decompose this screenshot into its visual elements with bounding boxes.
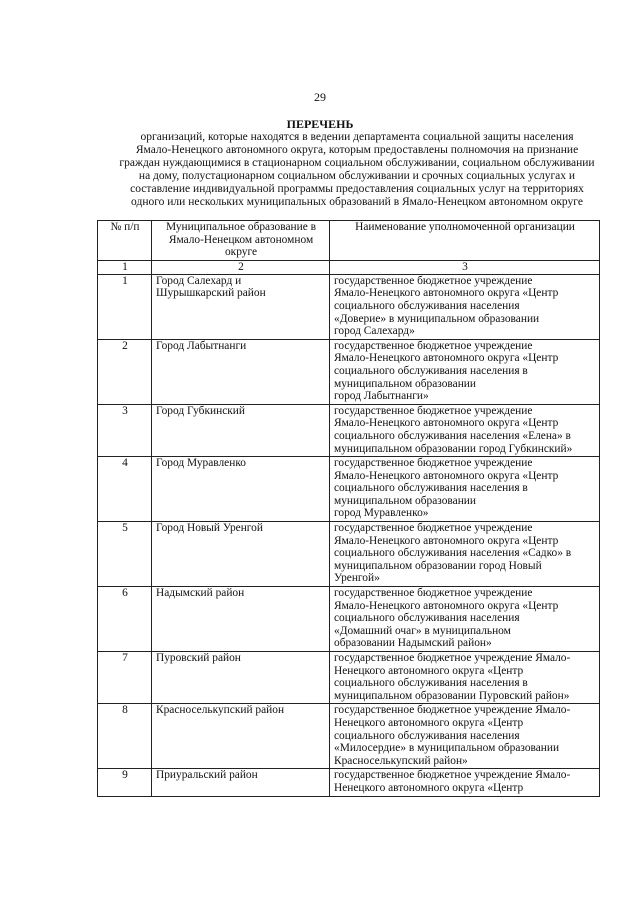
municipality-cell: Город Лабытнанги (152, 339, 330, 404)
municipality-cell: Красноселькупский район (152, 704, 330, 769)
table-row (98, 769, 600, 796)
header-municipality: Муниципальное образование в Ямало-Ненецком автономном округе (152, 221, 330, 261)
subtitle-line: на дому, полустационарном социальном обслуживании и срочных социальных услугах и (138, 170, 576, 183)
row-number: 5 (98, 522, 152, 587)
column-number: 3 (330, 260, 600, 274)
organization-cell: государственное бюджетное учреждение Ямало-Ненецкого автономного округа «Центр социального обслуживания населения «Садко» в муниципальном образовании город Новый Уренгой» (330, 522, 600, 587)
municipality-cell: Пуровский район (152, 652, 330, 704)
column-number: 2 (152, 260, 330, 274)
subtitle-line: граждан нуждающимися в стационарном социальном обслуживании, социальном обслуживании (119, 157, 595, 170)
table-row (98, 652, 600, 704)
table-row (98, 404, 600, 456)
row-number: 8 (98, 704, 152, 769)
organization-cell: государственное бюджетное учреждение Ямало- Ненецкого автономного округа «Центр социального обслуживания населения «Милосердие» в муниципальном образовании Красноселькупский район» (330, 704, 600, 769)
row-number: 2 (98, 339, 152, 404)
table-row (98, 274, 600, 339)
row-number: 9 (98, 769, 152, 796)
table-row (98, 522, 600, 587)
municipality-cell: Надымский район (152, 587, 330, 652)
table-body (98, 274, 600, 796)
subtitle-line: организаций, которые находятся в ведении департамента социальной защиты населения (140, 131, 574, 143)
row-number: 7 (98, 652, 152, 704)
municipality-cell: Город Губкинский (152, 404, 330, 456)
header-organization: Наименование уполномоченной организации (330, 221, 600, 261)
organizations-table (97, 220, 600, 797)
municipality-cell: Приуральский район (152, 769, 330, 796)
organization-cell: государственное бюджетное учреждение Ямало-Ненецкого автономного округа «Центр социального обслуживания населения в муниципальном образовании город Муравленко» (330, 457, 600, 522)
organization-cell: государственное бюджетное учреждение Ямало-Ненецкого автономного округа «Центр социального обслуживания населения «Елена» в муниципальном образовании город Губкинский» (330, 404, 600, 456)
organization-cell: государственное бюджетное учреждение Ямало-Ненецкого автономного округа «Центр социального обслуживания населения в муниципальном образовании город Лабытнанги» (330, 339, 600, 404)
row-number: 1 (98, 274, 152, 339)
row-number: 6 (98, 587, 152, 652)
municipality-cell: Город Салехард и Шурышкарский район (152, 274, 330, 339)
row-number: 4 (98, 457, 152, 522)
table-row (98, 704, 600, 769)
organization-cell: государственное бюджетное учреждение Ямало-Ненецкого автономного округа «Центр социального обслуживания населения «Домашний очаг» в муниципальном образовании Надымский район» (330, 587, 600, 652)
subtitle-line: составление индивидуальной программы предоставления социальных услуг на территориях (130, 183, 584, 196)
document-title: ПЕРЕЧЕНЬ (286, 117, 354, 131)
table-row (98, 339, 600, 404)
organization-cell: государственное бюджетное учреждение Ямало-Ненецкого автономного округа «Центр социального обслуживания населения «Доверие» в муниципальном образовании город Салехард» (330, 274, 600, 339)
column-number-row (98, 260, 600, 274)
column-number: 1 (98, 260, 152, 274)
table-row (98, 457, 600, 522)
table-header-row (98, 221, 600, 261)
subtitle-line: одного или нескольких муниципальных образований в Ямало-Ненецком автономном округе (131, 196, 583, 209)
header-num: № п/п (98, 221, 152, 261)
municipality-cell: Город Новый Уренгой (152, 522, 330, 587)
organization-cell: государственное бюджетное учреждение Ямало- Ненецкого автономного округа «Центр социального обслуживания населения в муниципальном образовании Пуровский район» (330, 652, 600, 704)
subtitle-line: Ямало-Ненецкого автономного округа, которым предоставлены полномочия на признание (135, 144, 579, 157)
document-subtitle (110, 131, 604, 210)
table-row (98, 587, 600, 652)
municipality-cell: Город Муравленко (152, 457, 330, 522)
row-number: 3 (98, 404, 152, 456)
organization-cell: государственное бюджетное учреждение Ямало- Ненецкого автономного округа «Центр (330, 769, 600, 796)
page-number: 29 (314, 90, 326, 104)
